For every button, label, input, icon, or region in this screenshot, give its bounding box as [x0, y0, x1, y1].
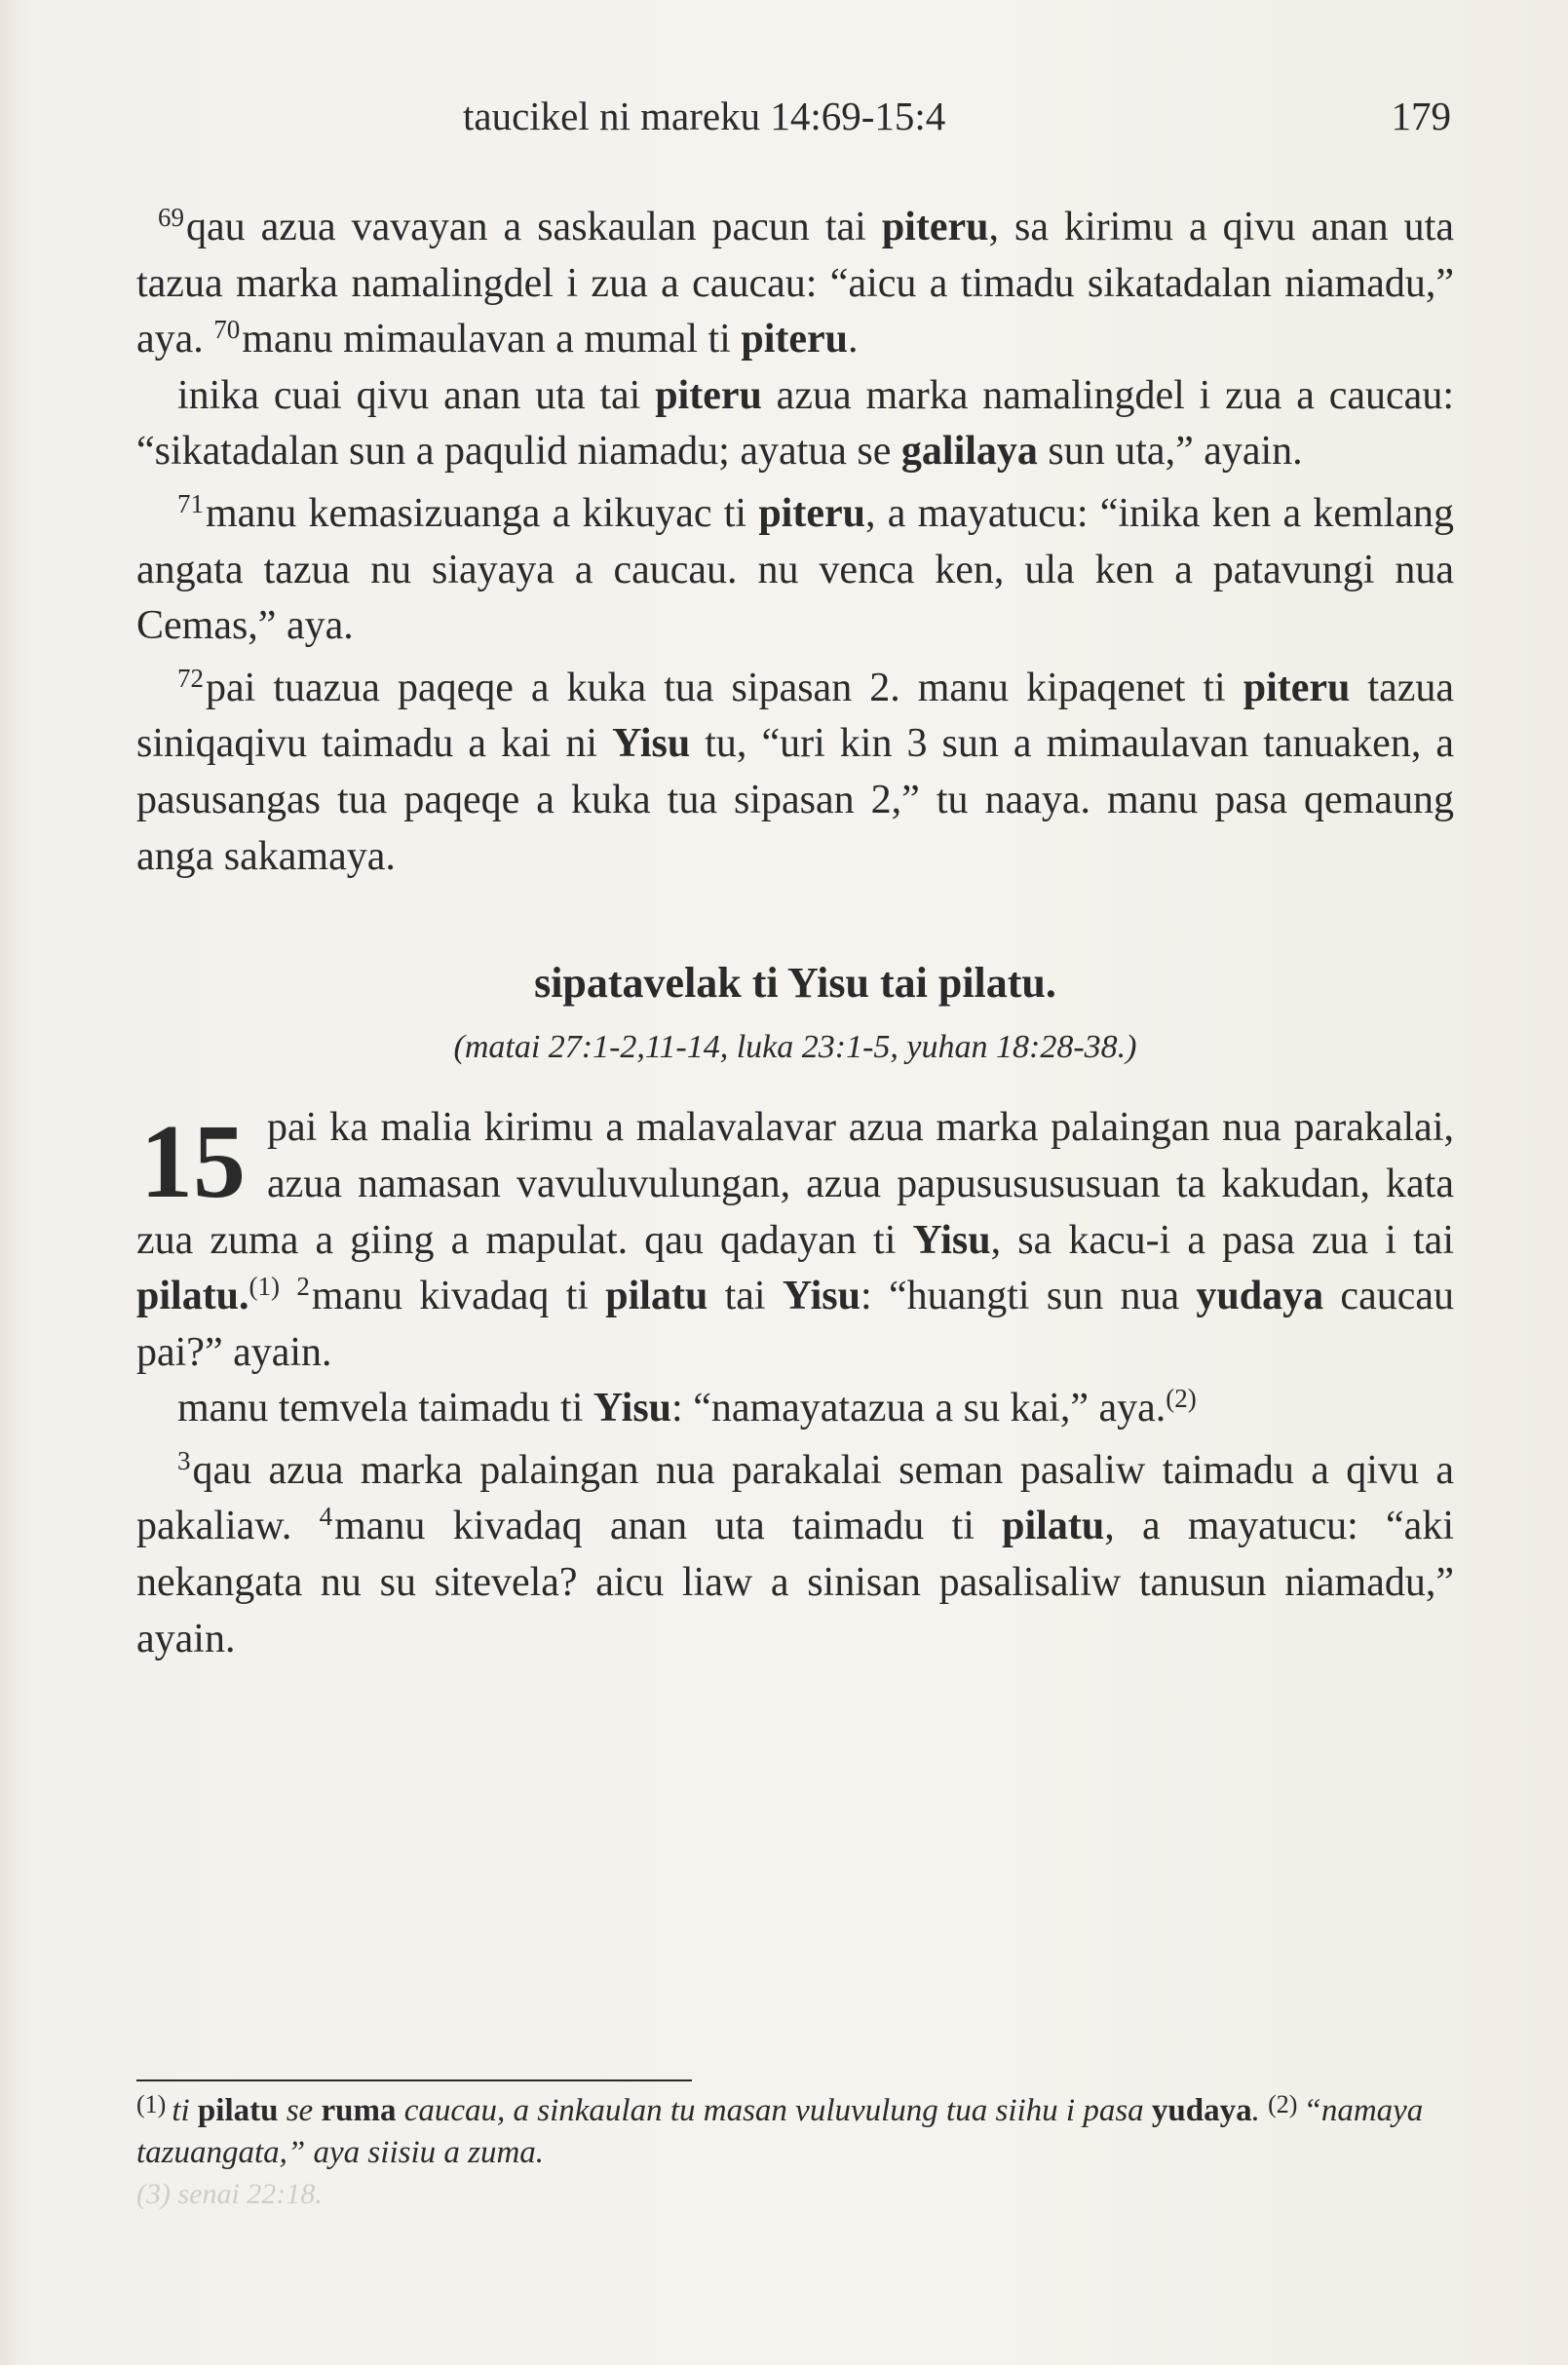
footnote-number: (2) [1268, 2090, 1298, 2118]
text-run: , sa kacu-i a pasa zua i tai [990, 1217, 1454, 1263]
paragraph [136, 661, 1454, 885]
bold-name: galilaya [900, 429, 1038, 475]
verse-number: 4 [319, 1502, 333, 1532]
verse-number: 3 [177, 1445, 191, 1475]
verse-number: 70 [213, 315, 241, 345]
text-run: : “namayatazua a su kai,” aya. [671, 1386, 1166, 1431]
bold-name: pilatu [197, 2093, 279, 2128]
running-title: taucikel ni mareku 14:69-15:4 [463, 94, 946, 138]
footnote-text: . [1251, 2093, 1269, 2128]
text-run: manu kemasizuanga a kikuyac ti [206, 490, 759, 536]
bold-name: piteru [655, 372, 762, 418]
chapter-opening-paragraph [136, 1100, 1454, 1381]
text-run: manu temvela taimadu ti [177, 1386, 593, 1431]
footnote-text: ti [172, 2093, 198, 2128]
bold-name: pilatu [605, 1274, 708, 1319]
paragraph [136, 1381, 1454, 1437]
paragraph [136, 486, 1454, 655]
text-run: . [848, 317, 859, 362]
text-run [280, 1274, 296, 1318]
bold-name: Yisu [612, 721, 691, 767]
text-run: tai [708, 1274, 783, 1319]
text-run: , a mayatucu: “aki nekangata nu su sitevela? aicu liaw a sinisan pasalisaliw tanusun niamadu,” ayain. [136, 1504, 1454, 1661]
text-run: pai tuazua paqeqe a kuka tua sipasan 2. manu kipaqenet ti [206, 665, 1243, 710]
main-text [136, 200, 1454, 1667]
bold-name: Yisu [782, 1274, 861, 1319]
bold-name: yudaya [1151, 2093, 1252, 2128]
footnote-reference: (2) [1166, 1384, 1197, 1414]
bold-name: piteru [741, 317, 848, 362]
text-run: inika cuai qivu anan uta tai [177, 372, 656, 418]
text-run: azua marka namalingdel i zua a caucau: “sikatadalan sun a paqulid niamadu; ayatua se [136, 372, 1454, 475]
paragraph [136, 1443, 1454, 1667]
bold-name: ruma [321, 2093, 397, 2128]
text-run: qau azua marka palaingan nua parakalai seman pasaliw taimadu a qivu a pakaliaw. [136, 1447, 1454, 1549]
footnote-number: (1) [136, 2090, 167, 2118]
paragraph [136, 368, 1454, 480]
text-run: tu, “uri kin 3 sun a mimaulavan tanuaken, a pasusangas tua paqeqe a kuka tua sipasan 2,” tu naaya. manu pasa qemaung anga sakamaya. [136, 721, 1454, 879]
footnote-text: se [278, 2093, 322, 2128]
bold-name: yudaya [1196, 1274, 1324, 1319]
text-run: manu kivadaq anan uta taimadu ti [334, 1504, 1003, 1549]
chapter-number: 15 [140, 1104, 246, 1221]
footnote-text: “namaya tazuangata,” aya siisiu a zuma. [136, 2093, 1424, 2170]
bold-name: piteru [881, 205, 989, 249]
bold-name: pilatu [1002, 1504, 1105, 1549]
bold-name: Yisu [912, 1217, 991, 1263]
running-header [463, 93, 1451, 151]
text-run: sun uta,” ayain. [1037, 429, 1303, 475]
verse-number: 72 [177, 663, 204, 693]
footnote [136, 2083, 1454, 2174]
text-run: , sa kirimu a qivu anan uta tazua marka namalingdel i zua a caucau: “aicu a timadu sikatadalan niamadu,” aya. [136, 205, 1454, 362]
footnotes [136, 2079, 1454, 2174]
paragraph-group-2 [136, 1381, 1454, 1667]
text-run: manu kivadaq ti [311, 1274, 606, 1319]
footnote-text: caucau, a sinkaulan tu masan vuluvulung tua siihu i pasa [396, 2093, 1152, 2128]
page-number: 179 [1391, 94, 1451, 138]
paragraph-group-1 [136, 200, 1454, 885]
text-run: qau azua vavayan a saskaulan pacun tai [186, 205, 882, 249]
verse-number: 2 [296, 1272, 310, 1302]
text-run: , a mayatucu: “inika ken a kemlang angata tazua nu siayaya a caucau. nu venca ken, ula ken a patavungi nua Cemas,” aya. [136, 490, 1454, 649]
text-run: caucau pai?” ayain. [136, 1274, 1454, 1375]
paragraph [136, 200, 1454, 368]
bold-name: piteru [758, 490, 865, 536]
text-run: manu mimaulavan a mumal ti [242, 317, 742, 362]
bleed-through-text: (3) senai 22:18. [136, 2178, 323, 2210]
bold-name: piteru [1243, 665, 1351, 710]
bold-name: Yisu [593, 1386, 672, 1431]
footnote-reference: (1) [249, 1272, 281, 1302]
text-run: : “huangti sun nua [860, 1274, 1197, 1319]
verse-number: 69 [158, 203, 184, 232]
text-run: tazua siniqaqivu taimadu a kai ni [136, 665, 1455, 767]
section-reference: (matai 27:1-2,11-14, luka 23:1-5, yuhan 18:28-38.) [453, 1028, 1137, 1065]
section-title: sipatavelak ti Yisu tai pilatu. [534, 959, 1056, 1008]
bold-name: pilatu. [136, 1274, 249, 1319]
text-run: pai ka malia kirimu a malavalavar azua marka palaingan nua parakalai, azua namasan vavuluvulungan, azua papususususuan ta kakudan, kata zua zuma a giing a mapulat. qau qadayan ti [136, 1105, 1454, 1263]
verse-number: 71 [177, 488, 204, 518]
